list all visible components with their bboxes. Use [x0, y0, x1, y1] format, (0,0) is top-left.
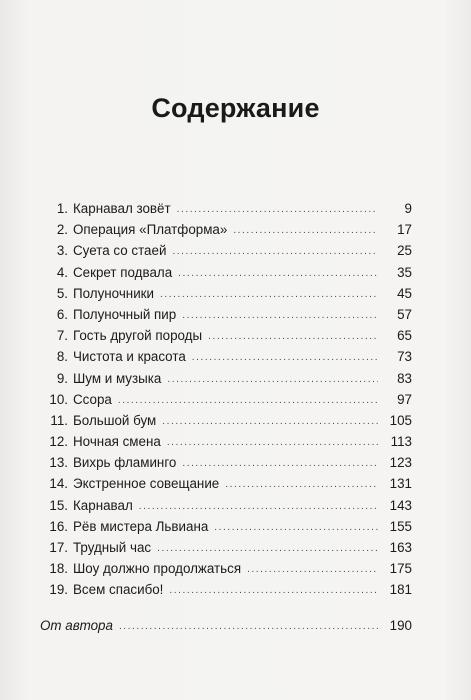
toc-entry [40, 240, 412, 261]
toc-entry-title: Ссора [73, 391, 112, 407]
toc-entry-page: 57 [397, 306, 412, 322]
toc-entry-title: От автора [40, 617, 113, 633]
dot-leader [119, 616, 378, 637]
toc-entry [40, 452, 412, 473]
toc-entry-page: 17 [397, 222, 412, 238]
table-of-contents [40, 198, 412, 636]
toc-entry-number: 1. [56, 201, 68, 216]
toc-entry [40, 537, 412, 558]
toc-entry-number: 17. [49, 540, 68, 555]
dot-leader [192, 347, 378, 368]
toc-entry-title: Ночная смена [73, 434, 161, 450]
toc-entry-page: 35 [397, 264, 412, 280]
toc-entry-number: 8. [56, 349, 68, 365]
dot-leader [118, 390, 378, 411]
page-title: Содержание [151, 93, 320, 123]
toc-entry [40, 516, 412, 537]
toc-entry [40, 198, 412, 219]
dot-leader [167, 432, 378, 453]
toc-entry-title: Карнавал [73, 497, 133, 513]
dot-leader [177, 199, 378, 220]
toc-entry [40, 558, 412, 579]
dot-leader [139, 496, 378, 517]
toc-entry-page: 25 [397, 243, 412, 259]
toc-entry-page: 105 [389, 412, 412, 428]
toc-entry-title: Суета со стаей [73, 243, 167, 259]
toc-entry-title: Чистота и красота [73, 349, 186, 365]
toc-entry-number: 4. [56, 264, 68, 280]
toc-entry-title: Полуночный пир [73, 306, 177, 322]
dot-leader [182, 453, 378, 474]
toc-entry [40, 304, 412, 325]
toc-entry-page: 181 [389, 582, 412, 598]
toc-entry [40, 219, 412, 240]
toc-entry-title: Экстренное совещание [73, 476, 220, 492]
toc-entry-page: 113 [390, 434, 412, 450]
toc-entry-title: Карнавал зовёт [73, 201, 171, 216]
dot-leader [214, 517, 378, 538]
toc-entry-page: 45 [397, 285, 412, 301]
toc-entry-number: 13. [49, 455, 68, 471]
toc-entry-number: 3. [56, 243, 68, 259]
dot-leader [169, 580, 378, 601]
toc-entry-page: 83 [397, 370, 412, 386]
toc-entry-page: 155 [389, 518, 412, 534]
toc-entry [40, 262, 412, 283]
toc-entry-number: 12. [49, 434, 68, 450]
dot-leader [225, 474, 378, 495]
dot-leader [247, 559, 378, 580]
toc-entry-title: Трудный час [73, 540, 152, 555]
toc-entry-number: 7. [56, 328, 68, 344]
dot-leader [157, 538, 378, 559]
toc-entry-page: 123 [389, 455, 412, 471]
toc-entry-page: 9 [404, 201, 412, 216]
toc-entry-title: Секрет подвала [73, 264, 173, 280]
toc-entry [40, 410, 412, 431]
toc-entry-number: 15. [49, 497, 68, 513]
toc-entry-number: 14. [49, 476, 68, 492]
dot-leader [162, 411, 378, 432]
toc-entry [40, 346, 412, 367]
toc-entry-title: Вихрь фламинго [73, 455, 177, 471]
dot-leader [208, 326, 378, 347]
toc-entry-number: 6. [56, 306, 68, 322]
toc-entry-title: Всем спасибо! [73, 582, 164, 598]
toc-entry [40, 495, 412, 516]
toc-entry-number: 16. [49, 518, 68, 534]
toc-entry-number: 18. [49, 561, 68, 577]
toc-entry [40, 283, 412, 304]
toc-entry-page: 143 [389, 497, 412, 513]
toc-entry-page: 65 [397, 328, 412, 344]
toc-entry-title: Шум и музыка [73, 370, 162, 386]
toc-entry [40, 389, 412, 410]
toc-entry-number: 11. [50, 412, 68, 428]
toc-entry-title: Рёв мистера Львиана [73, 518, 209, 534]
toc-entry [40, 368, 412, 389]
dot-leader [160, 284, 378, 305]
dot-leader [178, 263, 378, 284]
toc-entry-page: 190 [389, 617, 412, 633]
toc-entry-title: Гость другой породы [73, 328, 203, 344]
toc-entry [40, 325, 412, 346]
dot-leader [172, 241, 378, 262]
dot-leader [167, 369, 378, 390]
toc-entry-page: 163 [389, 540, 412, 555]
toc-entry [40, 579, 412, 600]
dot-leader [233, 220, 378, 241]
toc-entry-number: 10. [49, 391, 68, 407]
chapter-list [40, 198, 412, 601]
toc-entry-number: 9. [56, 370, 68, 386]
dot-leader [182, 305, 378, 326]
toc-entry-title: Шоу должно продолжаться [73, 561, 242, 577]
toc-entry [40, 431, 412, 452]
toc-entry-page: 97 [397, 391, 412, 407]
toc-entry-title: Полуночники [73, 285, 155, 301]
toc-entry-number: 2. [56, 222, 68, 238]
toc-author-note [40, 615, 412, 636]
toc-entry-number: 5. [56, 285, 68, 301]
toc-entry [40, 473, 412, 494]
toc-entry-page: 175 [389, 561, 412, 577]
toc-entry-number: 19. [49, 582, 68, 598]
toc-entry-page: 73 [397, 349, 412, 365]
toc-entry-title: Большой бум [73, 412, 157, 428]
toc-entry-page: 131 [389, 476, 412, 492]
toc-entry-title: Операция «Платформа» [73, 222, 228, 238]
